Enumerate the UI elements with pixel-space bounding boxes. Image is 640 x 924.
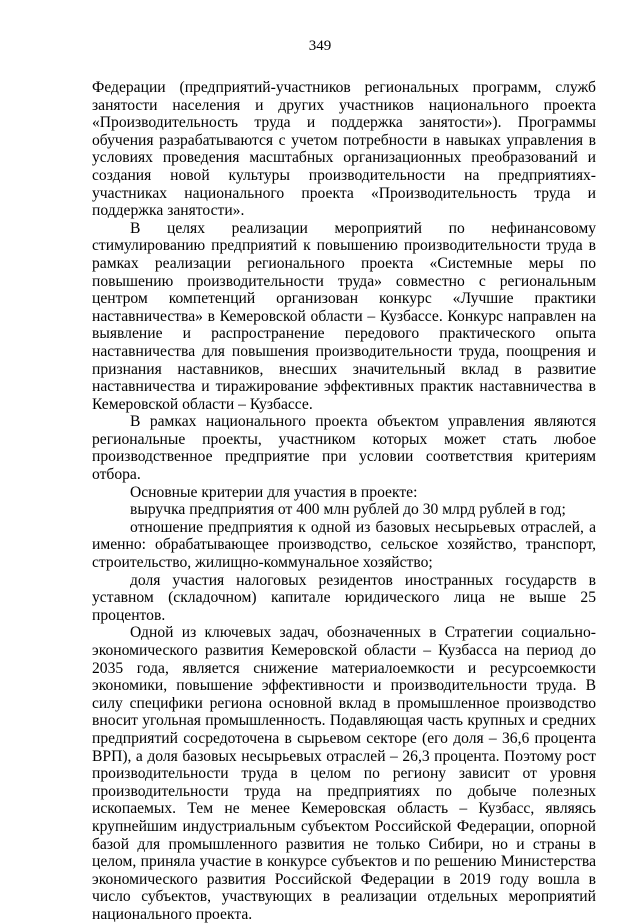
body-text xyxy=(92,79,596,924)
paragraph: Одной из ключевых задач, обозначенных в Стратегии социально-экономического развития Кемеровской области – Кузбасса на период до 2035 года, является снижение материалоемкости и ресурсоемкости экономики, повышение эффективности и производительности труда. В силу специфики региона основной вклад в промышленное производство вносит угольная промышленность. Подавляющая часть крупных и средних предприятий сосредоточена в сырьевом секторе (его доля – 36,6 процента ВРП), а доля базовых несырьевых отраслей – 26,3 процента. Поэтому рост производительности труда в целом по региону зависит от уровня производительности труда на предприятиях по добыче полезных ископаемых. Тем не менее Кемеровская область – Кузбасс, являясь крупнейшим индустриальным субъектом Российской Федерации, опорной базой для промышленного развития не только Сибири, но и страны в целом, приняла участие в конкурсе субъектов и по решению Министерства экономического развития Российской Федерации в 2019 году вошла в число субъектов, участвующих в реализации отдельных мероприятий национального проекта. xyxy=(92,624,596,923)
list-item: выручка предприятия от 400 млн рублей до 30 млрд рублей в год; xyxy=(130,501,566,519)
page-number: 349 xyxy=(308,38,332,54)
list-item: доля участия налоговых резидентов иностранных государств в уставном (складочном) капитале юридического лица не выше 25 процентов. xyxy=(92,571,596,624)
list-item: отношение предприятия к одной из базовых несырьевых отраслей, а именно: обрабатывающее производство, сельское хозяйство, транспорт, строительство, жилищно-коммунальное хозяйство; xyxy=(92,518,596,572)
paragraph: В рамках национального проекта объектом управления являются региональные проекты, участником которых может стать любое производственное предприятие при условии соответствия критериям отбора. xyxy=(92,413,596,484)
paragraph: В целях реализации мероприятий по нефинансовому стимулированию предприятий к повышению производительности труда в рамках реализации регионального проекта «Системные меры по повышению производительности труда» совместно с региональным центром компетенций организован конкурс «Лучшие практики наставничества» в Кемеровской области – Кузбассе. Конкурс направлен на выявление и распространение передового практического опыта наставничества для повышения производительности труда, поощрения и признания наставников, внесших значительный вклад в развитие наставничества и тиражирование эффективных практик наставничества в Кемеровской области – Кузбассе. xyxy=(92,219,596,413)
paragraph: Федерации (предприятий-участников региональных программ, служб занятости населения и других участников национального проекта «Производительность труда и поддержка занятости»). Программы обучения разрабатываются с учетом потребности в навыках управления в условиях проведения масштабных организационных преобразований и создания новой культуры производительности на предприятиях-участниках национального проекта «Производительность труда и поддержка занятости». xyxy=(92,79,596,220)
paragraph: Основные критерии для участия в проекте: xyxy=(130,483,418,501)
